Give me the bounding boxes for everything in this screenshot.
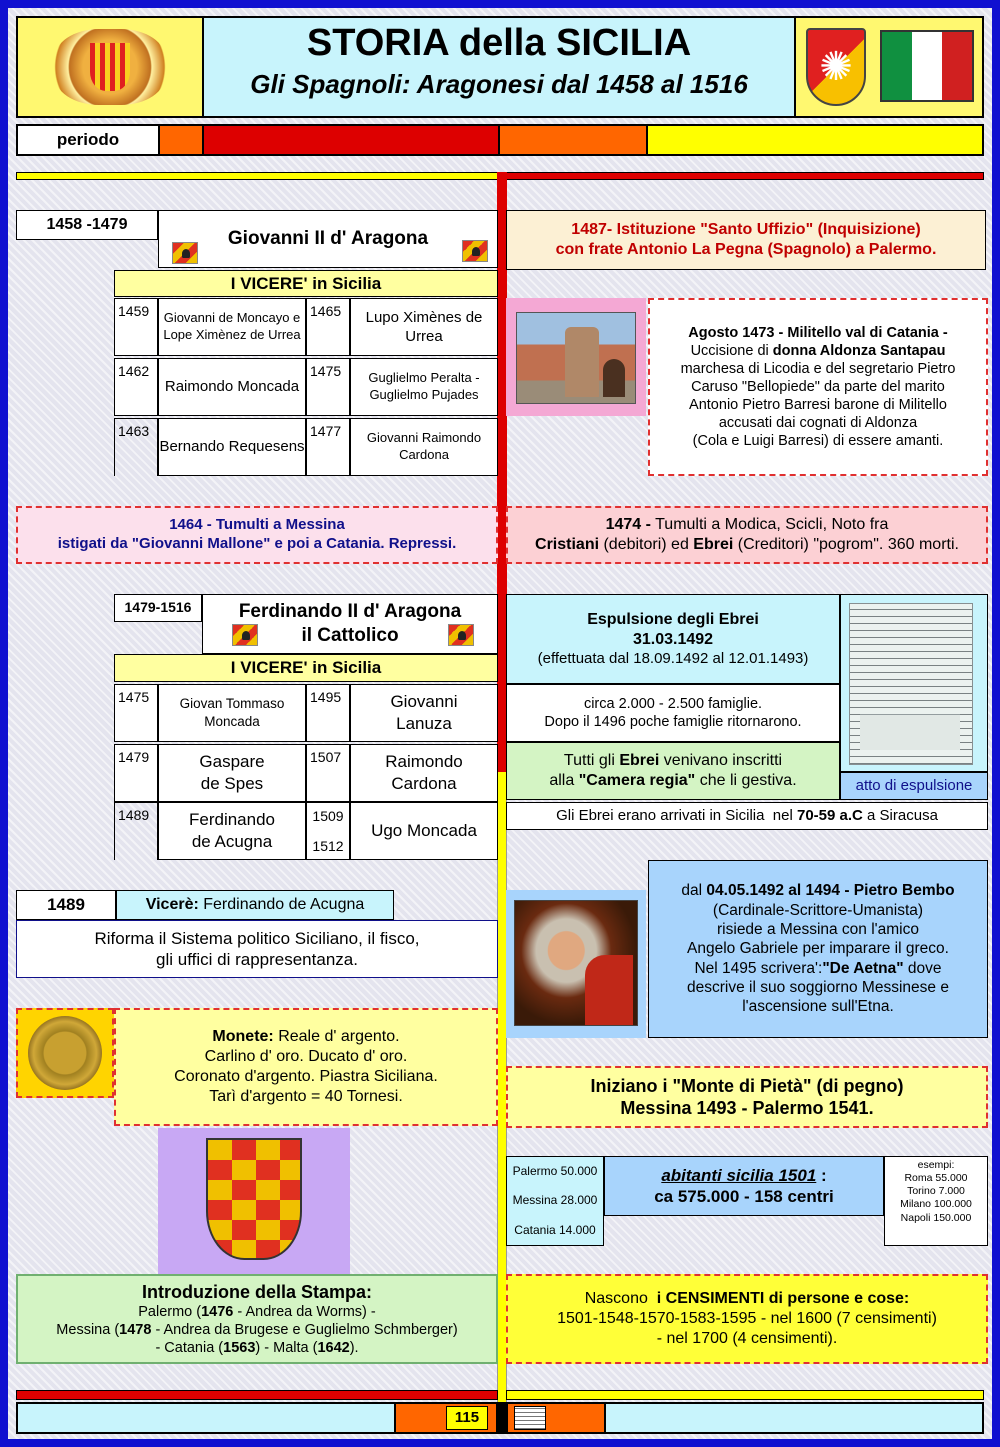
viceroy1-year: 1465 — [306, 298, 350, 356]
press-title: Introduzione della Stampa: — [141, 1281, 373, 1302]
census-line2: 1501-1548-1570-1583-1595 - nel 1600 (7 censimenti) — [557, 1310, 937, 1327]
messina-1464-line2: istigati da "Giovanni Mallone" e poi a Catania. Repressi. — [57, 535, 457, 552]
examples-title: esempi: — [917, 1159, 955, 1171]
viceroy2-year: 1507 — [306, 744, 350, 802]
period-yellow — [648, 126, 982, 154]
messina-1464-box — [16, 506, 498, 564]
viceroy2-name: Raimondo Cardona — [350, 744, 498, 802]
press-l3b: 1563 — [223, 1340, 256, 1357]
bembo-l5b: "De Aetna" — [822, 959, 904, 977]
aragon-crest-icon — [462, 240, 488, 262]
camera-box — [506, 742, 840, 800]
coins-line2: Carlino d' oro. Ducato d' oro. — [204, 1048, 408, 1065]
viceroy2-year: 1489 — [114, 802, 158, 860]
arrived-c: a Siracusa — [862, 806, 938, 824]
expulsion-document-image — [849, 603, 973, 765]
bembo-portrait-frame — [506, 890, 646, 1038]
king1-name-box — [158, 210, 498, 268]
press-l3d: 1642 — [317, 1340, 350, 1357]
bembo-box — [648, 860, 988, 1038]
militello-line2: marchesa di Licodia e del segretario Pietro — [680, 360, 956, 377]
messina-1464-line1: 1464 - Tumulti a Messina — [169, 516, 345, 534]
expulsion-range: (effettuata dal 18.09.1492 al 12.01.1493) — [537, 649, 809, 667]
trinacria-flag-icon: ✺ — [806, 28, 866, 106]
viceroy1-year: 1462 — [114, 358, 158, 416]
militello-line1b: donna Aldonza Santapau — [772, 342, 946, 359]
census-box — [506, 1274, 988, 1364]
period-orange-2 — [500, 126, 646, 154]
period-red — [204, 126, 498, 154]
king2-name2: il Cattolico — [301, 625, 399, 646]
arms-frame — [158, 1128, 350, 1274]
coin-frame — [16, 1008, 114, 1098]
bembo-l5a: Nel 1495 scrivera': — [694, 959, 823, 977]
footer-thumbnail-icon[interactable] — [514, 1406, 546, 1430]
population-colon: : — [816, 1165, 827, 1185]
press-l1a: Palermo ( — [138, 1304, 202, 1321]
expulsion-box — [506, 594, 840, 684]
aragon-crest-icon — [232, 624, 258, 646]
king1-name: Giovanni II d' Aragona — [227, 228, 429, 250]
press-l3e: ). — [349, 1340, 359, 1357]
families-line1: circa 2.000 - 2.500 famiglie. — [583, 695, 763, 712]
militello-castle-photo — [516, 312, 636, 404]
militello-line4: Antonio Pietro Barresi barone di Militello — [689, 397, 947, 414]
bembo-line3: risiede a Messina con l'amico — [717, 920, 919, 938]
catholic-kings-arms-icon — [206, 1138, 302, 1260]
viceroy1-name: Bernando Requesens — [158, 418, 306, 476]
viceroy1-year: 1463 — [114, 418, 158, 476]
bembo-line4: Angelo Gabriele per imparare il greco. — [687, 940, 949, 958]
viceroy2-year-extra: 1512 — [312, 837, 344, 854]
reform-line2: gli uffici di rappresentanza. — [156, 950, 358, 969]
bembo-b: 04.05.1492 al 1494 - Pietro Bembo — [706, 882, 955, 900]
viceroy2-year: 1509 — [312, 808, 344, 824]
header-title-panel — [204, 18, 794, 116]
expulsion-date: 31.03.1492 — [632, 630, 714, 648]
militello-photo-frame — [506, 298, 646, 416]
example-item: Roma 55.000 — [904, 1172, 968, 1185]
modica-line2a: (debitori) ed — [599, 536, 694, 553]
reform-line1: Riforma il Sistema politico Siciliano, il fisco, — [94, 928, 420, 948]
period-label: periodo — [18, 126, 158, 154]
viceroy2-name: Giovan Tommaso Moncada — [158, 684, 306, 742]
header-crest-panel — [18, 18, 202, 116]
press-l1c: - Andrea da Worms) - — [233, 1304, 376, 1321]
camera-e: "Camera regia" — [578, 772, 696, 789]
right-top-strip — [506, 172, 984, 180]
viceroy2-year: 1495 — [306, 684, 350, 742]
page-subtitle: Gli Spagnoli: Aragonesi dal 1458 al 1516 — [250, 69, 748, 99]
reform-vicere-box — [116, 890, 394, 920]
left-top-strip — [16, 172, 498, 180]
bembo-line6: descrive il suo soggiorno Messinese e — [687, 979, 949, 997]
vicere-title-2: I VICERE' in Sicilia — [114, 654, 498, 682]
viceroy1-name: Raimondo Moncada — [158, 358, 306, 416]
footer-strip-right — [506, 1390, 984, 1400]
coins-line4: Tarì d'argento = 40 Tornesi. — [209, 1088, 403, 1105]
king2-name1: Ferdinando II d' Aragona — [238, 601, 462, 623]
viceroy1-name: Giovanni de Moncayo e Lope Ximènez de Urrea — [158, 298, 306, 356]
example-item: Torino 7.000 — [907, 1185, 965, 1198]
viceroy1-year: 1459 — [114, 298, 158, 356]
modica-line2b: (Creditori) "pogrom". 360 morti. — [733, 536, 959, 553]
press-l1b: 1476 — [201, 1304, 234, 1321]
coins-line1: Reale d' argento. — [273, 1028, 400, 1045]
viceroy1-name: Guglielmo Peralta - Guglielmo Pujades — [350, 358, 498, 416]
inquisition-line1: 1487- Istituzione "Santo Uffizio" (Inquisizione) — [571, 221, 921, 238]
cities-box — [506, 1156, 604, 1246]
modica-cristiani: Cristiani — [535, 536, 600, 553]
press-l2a: Messina ( — [56, 1322, 120, 1339]
monte-line2: Messina 1493 - Palermo 1541. — [620, 1098, 874, 1118]
viceroy2-name: Ugo Moncada — [350, 802, 498, 860]
atto-label: atto di espulsione — [840, 772, 988, 800]
footer-cyan-left — [18, 1404, 394, 1432]
viceroy2-year: 1479 — [114, 744, 158, 802]
population-value: ca 575.000 - 158 centri — [654, 1187, 834, 1206]
militello-line5: accusati dai cognati di Aldonza — [718, 415, 918, 432]
expulsion-document-frame — [840, 594, 988, 772]
aragon-crest-icon — [448, 624, 474, 646]
viceroy2-year: 1475 — [114, 684, 158, 742]
header-flags-panel — [796, 18, 982, 116]
census-a: Nascono — [584, 1290, 653, 1307]
militello-line6: (Cola e Luigi Barresi) di essere amanti. — [692, 433, 944, 450]
king1-years: 1458 -1479 — [16, 210, 158, 240]
italian-flag-icon — [880, 30, 974, 102]
king2-years: 1479-1516 — [114, 594, 202, 622]
press-l3a: - Catania ( — [155, 1340, 224, 1357]
viceroy1-year: 1477 — [306, 418, 350, 476]
modica-line1: Tumulti a Modica, Scicli, Noto fra — [650, 516, 889, 533]
gold-coin-icon — [28, 1016, 102, 1090]
monte-line1: Iniziano i "Monte di Pietà" (di pegno) — [590, 1075, 904, 1096]
period-orange-1 — [160, 126, 202, 154]
press-l3c: ) - Malta ( — [255, 1340, 318, 1357]
example-item: Milano 100.000 — [900, 1198, 972, 1211]
families-box — [506, 684, 840, 742]
bembo-line2: (Cardinale-Scrittore-Umanista) — [712, 901, 924, 919]
viceroy2-year-pair — [306, 802, 350, 860]
arrived-box — [506, 802, 988, 830]
city-messina: Messina 28.000 — [512, 1193, 598, 1208]
press-box — [16, 1274, 498, 1364]
examples-box — [884, 1156, 988, 1246]
arrived-a: Gli Ebrei erano arrivati in Sicilia nel — [556, 806, 797, 824]
aragon-coat-of-arms-icon — [54, 29, 166, 105]
militello-box — [648, 298, 988, 476]
census-line3: - nel 1700 (4 censimenti). — [656, 1330, 838, 1347]
reform-vicere-label: Vicerè: — [145, 896, 199, 913]
militello-line3: Caruso "Bellopiede" da parte del marito — [691, 378, 945, 395]
vicere-title-1: I VICERE' in Sicilia — [114, 270, 498, 297]
page-title: STORIA della SICILIA — [306, 22, 692, 64]
coins-box — [114, 1008, 498, 1126]
example-item: Napoli 150.000 — [900, 1211, 972, 1224]
bembo-l5c: dove — [903, 959, 942, 977]
viceroy1-name: Lupo Ximènes de Urrea — [350, 298, 498, 356]
camera-a: Tutti gli — [563, 752, 620, 769]
page-number: 115 — [446, 1406, 488, 1430]
modica-1474-box — [506, 506, 988, 564]
expulsion-title: Espulsione degli Ebrei — [587, 610, 759, 628]
population-box — [604, 1156, 884, 1216]
militello-line1a: Uccisione di — [690, 342, 773, 359]
reform-year: 1489 — [16, 890, 116, 920]
bembo-portrait — [514, 900, 638, 1026]
inquisition-line2: con frate Antonio La Pegna (Spagnolo) a Palermo. — [555, 241, 937, 258]
press-l2c: - Andrea da Brugese e Guglielmo Schmberger) — [151, 1322, 458, 1339]
reform-box — [16, 920, 498, 978]
viceroy1-name: Giovanni Raimondo Cardona — [350, 418, 498, 476]
viceroy2-name: Giovanni Lanuza — [350, 684, 498, 742]
inquisition-box — [506, 210, 986, 270]
city-palermo: Palermo 50.000 — [512, 1164, 598, 1179]
reform-vicere-name: Ferdinando de Acugna — [198, 896, 365, 913]
footer-cyan-right — [606, 1404, 982, 1432]
bembo-a: dal — [681, 882, 707, 900]
city-catania: Catania 14.000 — [514, 1222, 596, 1237]
footer-strip-left — [16, 1390, 498, 1400]
modica-ebrei: Ebrei — [693, 536, 734, 553]
coins-line3: Coronato d'argento. Piastra Siciliana. — [174, 1068, 438, 1085]
population-title: abitanti sicilia 1501 — [661, 1165, 817, 1185]
monte-box — [506, 1066, 988, 1128]
camera-d: alla — [549, 772, 579, 789]
census-b: i CENSIMENTI di persone e cose: — [652, 1290, 910, 1307]
bembo-line7: l'ascensione sull'Etna. — [742, 998, 894, 1016]
camera-c: venivano inscritti — [659, 752, 783, 769]
families-line2: Dopo il 1496 poche famiglie ritornarono. — [544, 714, 802, 730]
viceroy2-name: Ferdinando de Acugna — [158, 802, 306, 860]
militello-head: Agosto 1473 - Militello val di Catania - — [688, 324, 948, 341]
viceroy1-year: 1475 — [306, 358, 350, 416]
coins-label: Monete: — [212, 1028, 274, 1045]
camera-f: che li gestiva. — [695, 772, 797, 789]
camera-b: Ebrei — [619, 752, 660, 769]
viceroy2-name: Gaspare de Spes — [158, 744, 306, 802]
modica-year: 1474 - — [605, 516, 651, 533]
aragon-crest-icon — [172, 242, 198, 264]
press-l2b: 1478 — [119, 1322, 152, 1339]
arrived-b: 70-59 a.C — [797, 806, 863, 824]
